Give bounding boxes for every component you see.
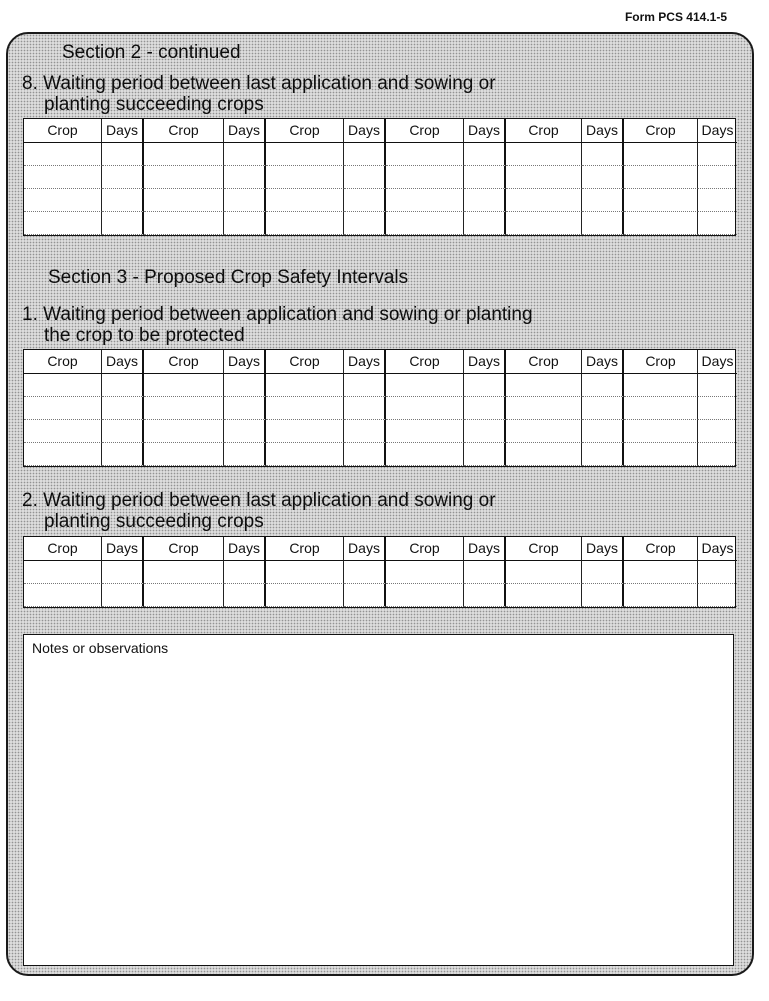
days-entry-cell[interactable] [224, 189, 266, 212]
days-entry-cell[interactable] [698, 189, 737, 212]
days-entry-cell[interactable] [582, 561, 624, 584]
crop-entry-cell[interactable] [624, 443, 698, 466]
days-entry-cell[interactable] [464, 420, 506, 443]
crop-entry-cell[interactable] [144, 561, 224, 584]
crop-entry-cell[interactable] [24, 212, 102, 235]
question-8-line1: 8. Waiting period between last application and sowing or [22, 73, 496, 94]
days-entry-cell[interactable] [344, 397, 386, 420]
crop-entry-cell[interactable] [386, 143, 464, 166]
days-entry-cell[interactable] [582, 189, 624, 212]
question-2-line2: planting succeeding crops [44, 511, 264, 532]
crop-entry-cell[interactable] [24, 584, 102, 607]
days-entry-cell[interactable] [698, 143, 737, 166]
days-entry-cell[interactable] [224, 584, 266, 607]
crop-entry-cell[interactable] [144, 397, 224, 420]
days-entry-cell[interactable] [102, 166, 144, 189]
days-entry-cell[interactable] [344, 443, 386, 466]
days-entry-cell[interactable] [464, 212, 506, 235]
crop-column-header: Crop [506, 350, 582, 374]
days-entry-cell[interactable] [582, 166, 624, 189]
crop-entry-cell[interactable] [624, 561, 698, 584]
days-entry-cell[interactable] [344, 189, 386, 212]
question-1-line1: 1. Waiting period between application and sowing or planting [22, 304, 533, 325]
crop-entry-cell[interactable] [506, 443, 582, 466]
crop-column-header: Crop [24, 119, 102, 143]
crop-entry-cell[interactable] [506, 561, 582, 584]
crop-entry-cell[interactable] [624, 584, 698, 607]
days-entry-cell[interactable] [224, 374, 266, 397]
days-entry-cell[interactable] [582, 212, 624, 235]
days-entry-cell[interactable] [464, 143, 506, 166]
days-column-header: Days [344, 537, 386, 561]
days-entry-cell[interactable] [344, 374, 386, 397]
crop-entry-cell[interactable] [624, 397, 698, 420]
crop-days-table-q2 [23, 536, 736, 608]
days-entry-cell[interactable] [224, 143, 266, 166]
crop-days-table-q1 [23, 349, 736, 467]
days-entry-cell[interactable] [224, 420, 266, 443]
days-entry-cell[interactable] [102, 143, 144, 166]
days-entry-cell[interactable] [698, 374, 737, 397]
days-column-header: Days [344, 350, 386, 374]
days-entry-cell[interactable] [344, 212, 386, 235]
crop-entry-cell[interactable] [144, 143, 224, 166]
crop-entry-cell[interactable] [144, 374, 224, 397]
days-entry-cell[interactable] [582, 397, 624, 420]
crop-entry-cell[interactable] [144, 166, 224, 189]
days-column-header: Days [698, 119, 737, 143]
crop-column-header: Crop [624, 119, 698, 143]
days-entry-cell[interactable] [464, 166, 506, 189]
crop-column-header: Crop [266, 119, 344, 143]
days-entry-cell[interactable] [102, 189, 144, 212]
days-column-header: Days [102, 119, 144, 143]
crop-column-header: Crop [624, 537, 698, 561]
days-entry-cell[interactable] [464, 443, 506, 466]
crop-days-table-q8 [23, 118, 736, 236]
days-entry-cell[interactable] [102, 561, 144, 584]
crop-entry-cell[interactable] [24, 420, 102, 443]
question-8-line2: planting succeeding crops [44, 94, 264, 115]
crop-column-header: Crop [386, 537, 464, 561]
crop-column-header: Crop [24, 350, 102, 374]
days-entry-cell[interactable] [582, 443, 624, 466]
days-column-header: Days [582, 119, 624, 143]
days-entry-cell[interactable] [344, 561, 386, 584]
days-entry-cell[interactable] [102, 374, 144, 397]
days-column-header: Days [102, 350, 144, 374]
days-entry-cell[interactable] [102, 420, 144, 443]
crop-column-header: Crop [386, 350, 464, 374]
days-column-header: Days [582, 537, 624, 561]
crop-entry-cell[interactable] [624, 212, 698, 235]
crop-entry-cell[interactable] [624, 374, 698, 397]
crop-entry-cell[interactable] [386, 189, 464, 212]
crop-entry-cell[interactable] [24, 166, 102, 189]
crop-entry-cell[interactable] [24, 561, 102, 584]
days-column-header: Days [102, 537, 144, 561]
days-entry-cell[interactable] [102, 397, 144, 420]
crop-entry-cell[interactable] [266, 443, 344, 466]
crop-entry-cell[interactable] [386, 397, 464, 420]
crop-column-header: Crop [24, 537, 102, 561]
days-entry-cell[interactable] [698, 212, 737, 235]
days-column-header: Days [464, 350, 506, 374]
days-column-header: Days [224, 119, 266, 143]
days-entry-cell[interactable] [224, 561, 266, 584]
crop-entry-cell[interactable] [506, 189, 582, 212]
days-entry-cell[interactable] [582, 420, 624, 443]
question-2-line1: 2. Waiting period between last application and sowing or [22, 490, 496, 511]
crop-entry-cell[interactable] [144, 212, 224, 235]
days-column-header: Days [464, 537, 506, 561]
crop-entry-cell[interactable] [624, 189, 698, 212]
days-entry-cell[interactable] [344, 143, 386, 166]
days-entry-cell[interactable] [464, 584, 506, 607]
question-2-heading [22, 490, 496, 532]
crop-entry-cell[interactable] [266, 561, 344, 584]
crop-entry-cell[interactable] [386, 561, 464, 584]
crop-entry-cell[interactable] [24, 397, 102, 420]
days-column-header: Days [224, 350, 266, 374]
crop-entry-cell[interactable] [266, 189, 344, 212]
crop-entry-cell[interactable] [266, 397, 344, 420]
days-column-header: Days [344, 119, 386, 143]
crop-entry-cell[interactable] [144, 189, 224, 212]
question-1-heading [22, 304, 533, 346]
question-1-line2: the crop to be protected [44, 325, 245, 346]
days-entry-cell[interactable] [344, 420, 386, 443]
days-entry-cell[interactable] [464, 374, 506, 397]
crop-entry-cell[interactable] [624, 143, 698, 166]
days-entry-cell[interactable] [344, 166, 386, 189]
days-column-header: Days [698, 537, 737, 561]
days-entry-cell[interactable] [698, 443, 737, 466]
crop-entry-cell[interactable] [506, 166, 582, 189]
form-id: Form PCS 414.1-5 [624, 10, 727, 24]
section-3-title: Section 3 - Proposed Crop Safety Intervals [48, 267, 409, 288]
crop-entry-cell[interactable] [24, 189, 102, 212]
days-entry-cell[interactable] [582, 374, 624, 397]
crop-column-header: Crop [386, 119, 464, 143]
days-column-header: Days [582, 350, 624, 374]
crop-entry-cell[interactable] [506, 584, 582, 607]
crop-entry-cell[interactable] [24, 443, 102, 466]
notes-label: Notes or observations [32, 640, 169, 656]
crop-column-header: Crop [144, 119, 224, 143]
days-entry-cell[interactable] [344, 584, 386, 607]
crop-entry-cell[interactable] [24, 143, 102, 166]
crop-entry-cell[interactable] [266, 420, 344, 443]
crop-entry-cell[interactable] [266, 166, 344, 189]
crop-column-header: Crop [144, 537, 224, 561]
days-entry-cell[interactable] [698, 397, 737, 420]
crop-column-header: Crop [624, 350, 698, 374]
crop-entry-cell[interactable] [266, 143, 344, 166]
crop-entry-cell[interactable] [144, 443, 224, 466]
days-entry-cell[interactable] [698, 584, 737, 607]
crop-entry-cell[interactable] [386, 584, 464, 607]
days-entry-cell[interactable] [582, 143, 624, 166]
crop-entry-cell[interactable] [506, 420, 582, 443]
days-entry-cell[interactable] [224, 443, 266, 466]
crop-column-header: Crop [266, 537, 344, 561]
crop-entry-cell[interactable] [266, 584, 344, 607]
days-entry-cell[interactable] [102, 212, 144, 235]
days-entry-cell[interactable] [224, 166, 266, 189]
days-entry-cell[interactable] [698, 166, 737, 189]
crop-entry-cell[interactable] [506, 212, 582, 235]
crop-entry-cell[interactable] [386, 374, 464, 397]
crop-entry-cell[interactable] [386, 166, 464, 189]
crop-column-header: Crop [144, 350, 224, 374]
crop-entry-cell[interactable] [506, 143, 582, 166]
crop-entry-cell[interactable] [144, 584, 224, 607]
days-entry-cell[interactable] [582, 584, 624, 607]
question-8-heading [22, 73, 496, 115]
days-entry-cell[interactable] [224, 397, 266, 420]
crop-entry-cell[interactable] [266, 374, 344, 397]
days-entry-cell[interactable] [102, 443, 144, 466]
days-entry-cell[interactable] [464, 189, 506, 212]
days-entry-cell[interactable] [464, 397, 506, 420]
days-entry-cell[interactable] [102, 584, 144, 607]
crop-entry-cell[interactable] [24, 374, 102, 397]
crop-column-header: Crop [506, 537, 582, 561]
days-column-header: Days [224, 537, 266, 561]
crop-entry-cell[interactable] [624, 420, 698, 443]
days-entry-cell[interactable] [698, 561, 737, 584]
days-column-header: Days [698, 350, 737, 374]
crop-entry-cell[interactable] [386, 420, 464, 443]
days-column-header: Days [464, 119, 506, 143]
notes-box[interactable] [23, 634, 734, 966]
crop-entry-cell[interactable] [266, 212, 344, 235]
crop-column-header: Crop [506, 119, 582, 143]
crop-column-header: Crop [266, 350, 344, 374]
crop-entry-cell[interactable] [506, 374, 582, 397]
crop-entry-cell[interactable] [386, 443, 464, 466]
crop-entry-cell[interactable] [506, 397, 582, 420]
days-entry-cell[interactable] [464, 561, 506, 584]
days-entry-cell[interactable] [224, 212, 266, 235]
days-entry-cell[interactable] [698, 420, 737, 443]
section-2-title: Section 2 - continued [62, 42, 241, 63]
crop-entry-cell[interactable] [386, 212, 464, 235]
crop-entry-cell[interactable] [144, 420, 224, 443]
crop-entry-cell[interactable] [624, 166, 698, 189]
